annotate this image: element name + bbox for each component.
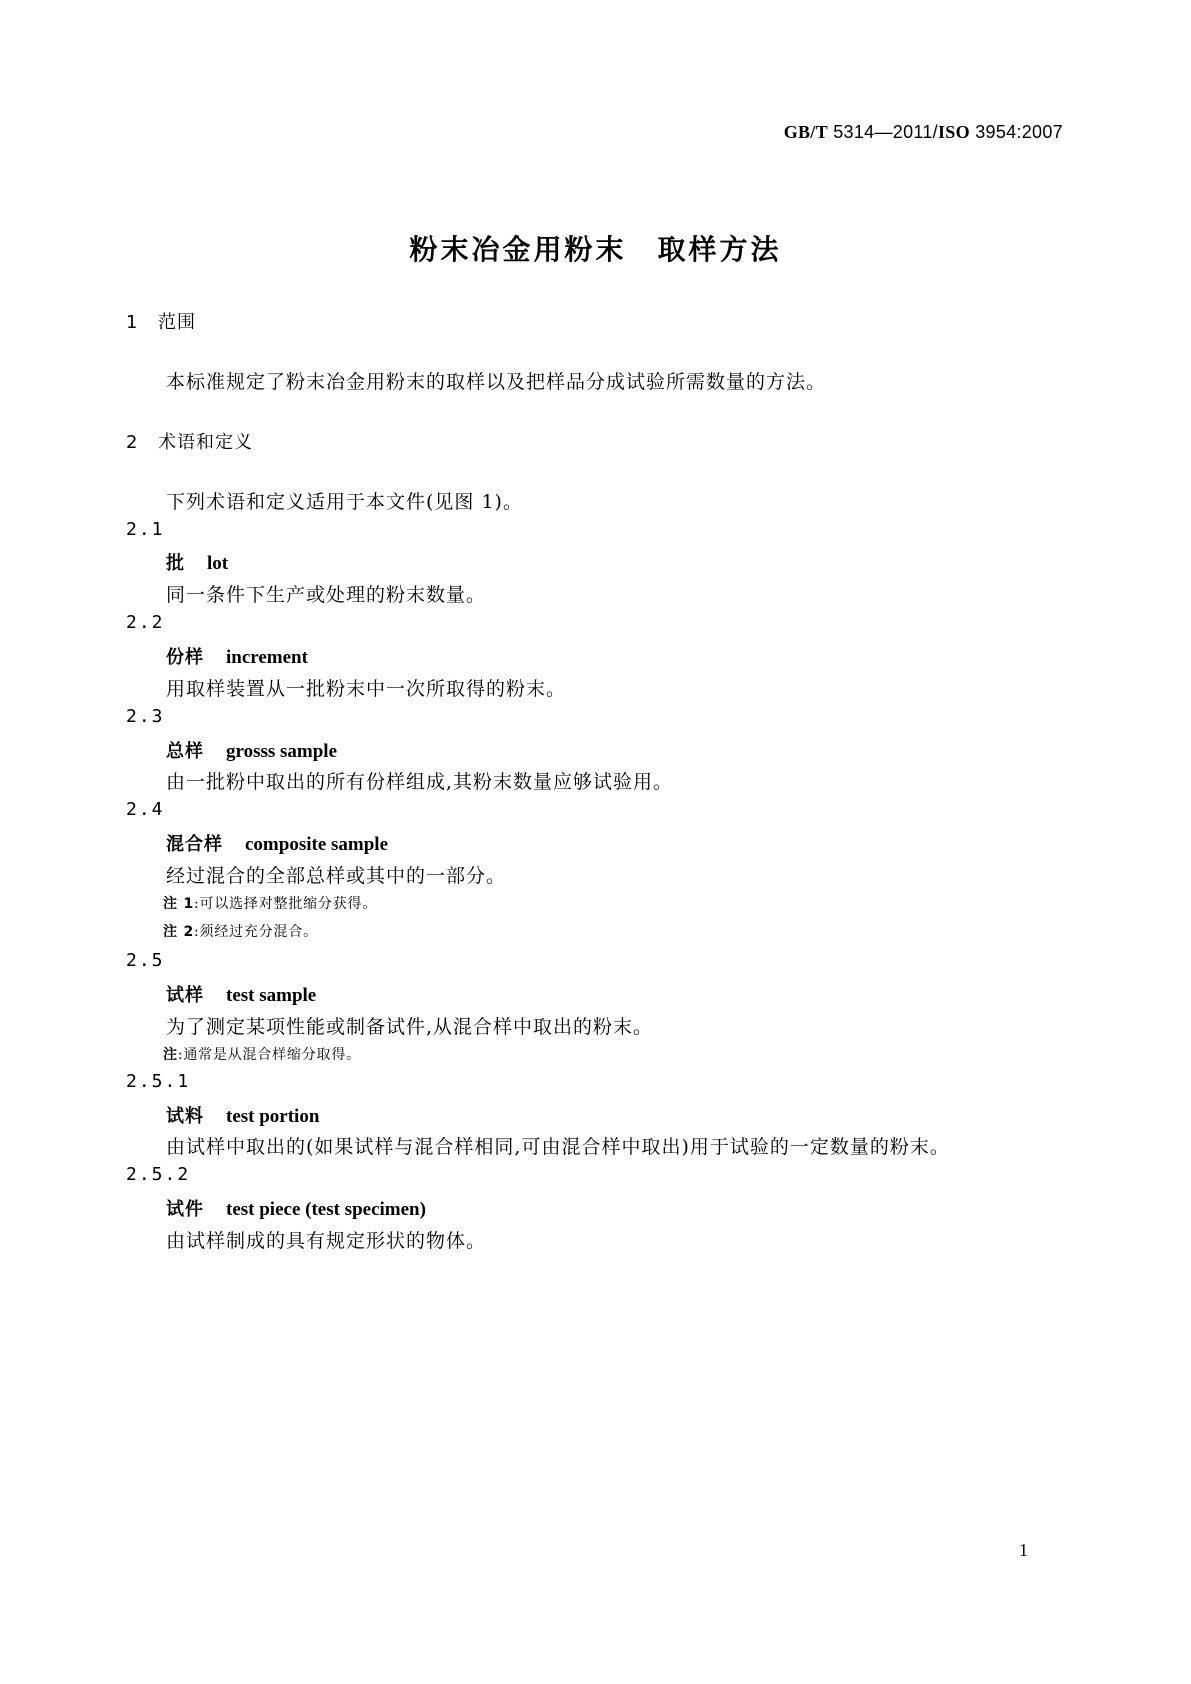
term-en: grosss sample <box>226 741 338 762</box>
clause-number: 2.5.2 <box>126 1164 191 1185</box>
term-entry <box>166 981 316 1007</box>
term-definition: 由试样中取出的(如果试样与混合样相同,可由混合样中取出)用于试验的一定数量的粉末。 <box>166 1136 950 1158</box>
term-definition: 由试样制成的具有规定形状的物体。 <box>166 1230 487 1252</box>
clause-number: 2.4 <box>126 799 165 820</box>
clause-number: 2.2 <box>126 612 165 633</box>
clause-number: 2.5 <box>126 950 165 971</box>
term-entry <box>166 1102 319 1128</box>
term-zh: 试样 <box>166 985 204 1006</box>
term-definition: 用取样装置从一批粉末中一次所取得的粉末。 <box>166 678 567 700</box>
note-text: :须经过充分混合。 <box>194 924 318 940</box>
note-text: :通常是从混合样缩分取得。 <box>177 1047 361 1063</box>
term-definition: 由一批粉中取出的所有份样组成,其粉末数量应够试验用。 <box>166 771 674 793</box>
term-zh: 批 <box>166 553 185 574</box>
term-definition: 为了测定某项性能或制备试件,从混合样中取出的粉末。 <box>166 1016 654 1038</box>
code-iso: ISO <box>937 122 970 142</box>
term-zh: 试件 <box>166 1199 204 1220</box>
section-2-intro: 下列术语和定义适用于本文件(见图 1)。 <box>166 491 523 513</box>
term-zh: 试料 <box>166 1106 204 1127</box>
page-number: 1 <box>1019 1540 1028 1560</box>
clause-number: 2.1 <box>126 519 165 540</box>
term-entry <box>166 737 337 763</box>
term-entry <box>166 830 388 856</box>
section-1-text: 本标准规定了粉末冶金用粉末的取样以及把样品分成试验所需数量的方法。 <box>166 371 827 393</box>
section-2-heading <box>126 428 253 454</box>
term-zh: 混合样 <box>166 834 223 855</box>
term-entry <box>166 1195 426 1221</box>
term-en: composite sample <box>245 834 389 855</box>
code-iso-number: 3954:2007 <box>969 122 1063 142</box>
note <box>163 921 318 941</box>
term-entry <box>166 643 308 669</box>
code-prefix: GB/T <box>783 122 828 142</box>
term-zh: 总样 <box>166 741 204 762</box>
term-definition: 经过混合的全部总样或其中的一部分。 <box>166 865 507 887</box>
clause-number: 2.3 <box>126 706 165 727</box>
term-en: increment <box>226 647 308 668</box>
note-label: 注 2 <box>163 924 195 940</box>
term-en: test portion <box>226 1106 320 1127</box>
term-en: lot <box>207 553 229 574</box>
note-label: 注 <box>163 1047 178 1063</box>
document-title: 粉末冶金用粉末 取样方法 <box>409 233 782 266</box>
term-en: test sample <box>226 985 317 1006</box>
code-number: 5314—2011/ <box>827 122 938 142</box>
section-number: 1 <box>126 312 139 333</box>
term-entry <box>166 549 228 575</box>
clause-number: 2.5.1 <box>126 1071 191 1092</box>
term-zh: 份样 <box>166 647 204 668</box>
section-title: 术语和定义 <box>158 432 253 453</box>
section-1-heading <box>126 308 196 334</box>
note <box>163 893 377 913</box>
note <box>163 1044 361 1064</box>
standard-code <box>784 122 1063 143</box>
term-en: test piece (test specimen) <box>226 1199 426 1220</box>
section-number: 2 <box>126 432 139 453</box>
term-definition: 同一条件下生产或处理的粉末数量。 <box>166 584 487 606</box>
note-text: :可以选择对整批缩分获得。 <box>194 896 378 912</box>
note-label: 注 1 <box>163 896 195 912</box>
section-title: 范围 <box>158 312 196 333</box>
